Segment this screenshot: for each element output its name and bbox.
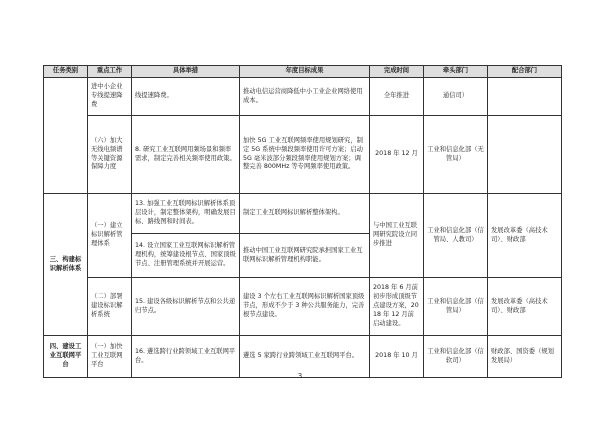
table-row <box>44 194 562 234</box>
measures-cell: 13. 加强工业互联网标识解析体系顶层设计，制定整体架构，明确发展目标、路线图和时间表。 <box>132 194 240 234</box>
time-cell: 2018 年 10 月 <box>370 336 424 378</box>
header-category: 任务类别 <box>44 66 88 78</box>
table-row <box>44 116 562 194</box>
work-cell: （六）加大无线电频谱等关键资源保障力度 <box>88 116 132 194</box>
table-row <box>44 278 562 336</box>
work-cell: （一）加快工业互联网平台 <box>88 336 132 378</box>
support-cell: 发展改革委（高技术司）、财政部 <box>488 278 562 336</box>
category-cell-continued <box>44 78 88 194</box>
support-cell: 发展改革委（高技术司）、财政部 <box>488 194 562 278</box>
header-row <box>44 66 562 78</box>
lead-cell: 通信司） <box>424 78 488 116</box>
time-cell: 与中国工业互联网研究院设立同步推进 <box>370 194 424 278</box>
support-cell: 财政部、国资委（规划发展局） <box>488 336 562 378</box>
goals-cell: 制定工业互联网标识解析整体架构。 <box>240 194 370 234</box>
goals-cell: 加快 5G 工业互联网频率使用规划研究，制定 5G 系统中频段频率使用许可方案；启动 5G 毫米波部分频段频率使用规划方案；调整完善 800MHz 等专网频率使用政策。 <box>240 116 370 194</box>
header-measures: 具体举措 <box>132 66 240 78</box>
work-cell: 进中小企业专线提速降费 <box>88 78 132 116</box>
lead-cell: 工业和信息化部（信管局） <box>424 278 488 336</box>
header-goals: 年度目标成果 <box>240 66 370 78</box>
work-cell: （一）建立标识解析管理体系 <box>88 194 132 278</box>
header-support: 配合部门 <box>488 66 562 78</box>
measures-cell: 8. 研究工业互联网用频场景和频率需求，制定完善相关频率使用政策。 <box>132 116 240 194</box>
time-cell: 全年推进 <box>370 78 424 116</box>
lead-cell: 工业和信息化部（信软司） <box>424 336 488 378</box>
measures-cell: 线提速降费。 <box>132 78 240 116</box>
time-cell: 2018 年 12 月 <box>370 116 424 194</box>
measures-cell: 15. 建设各级标识解析节点和公共递归节点。 <box>132 278 240 336</box>
goals-cell: 遴选 5 家跨行业跨领域工业互联网平台。 <box>240 336 370 378</box>
task-table <box>43 65 562 378</box>
work-cell: （二）部署建设标识解析系统 <box>88 278 132 336</box>
goals-cell: 推动电信运营商降低中小工业企业网络使用成本。 <box>240 78 370 116</box>
header-work: 重点工作 <box>88 66 132 78</box>
lead-cell: 工业和信息化部（信管局、人教司） <box>424 194 488 278</box>
support-cell <box>488 78 562 116</box>
category-cell: 三、构建标识解析体系 <box>44 194 88 336</box>
category-cell: 四、建设工业互联网平台 <box>44 336 88 378</box>
goals-cell: 建设 3 个左右工业互联网标识解析国家顶级节点，形成不少于 3 种公共服务能力，完善根节点建设。 <box>240 278 370 336</box>
goals-cell: 推动中国工业互联网研究院承担国家工业互联网标识解析管理机构职能。 <box>240 234 370 278</box>
header-lead: 牵头部门 <box>424 66 488 78</box>
page-number: 3 <box>297 372 303 380</box>
header-time: 完成时间 <box>370 66 424 78</box>
lead-cell: 工业和信息化部（无管局） <box>424 116 488 194</box>
time-cell: 2018 年 6 月前初步形成顶级节点建设方案，2018 年 12 月前启动建设。 <box>370 278 424 336</box>
table-row <box>44 78 562 116</box>
support-cell <box>488 116 562 194</box>
measures-cell: 16. 遴选跨行业跨领域工业互联网平台。 <box>132 336 240 378</box>
measures-cell: 14. 设立国家工业互联网标识解析管理机构，统筹建设根节点、国家顶级节点、注册管理系统并开展运营。 <box>132 234 240 278</box>
